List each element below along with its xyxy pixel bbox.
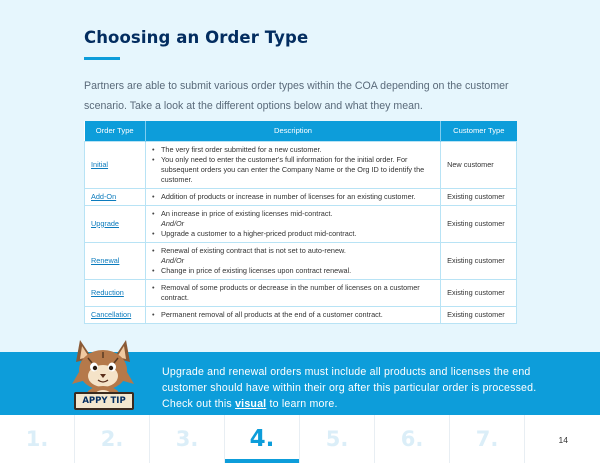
- page-title: Choosing an Order Type: [84, 28, 309, 47]
- customer-type-cell: Existing customer: [441, 279, 517, 306]
- order-type-cell: [85, 279, 146, 306]
- step-navigation: [0, 415, 600, 463]
- description-list: [152, 145, 434, 185]
- description-list: [152, 283, 434, 303]
- header-description: Description: [145, 121, 440, 141]
- customer-type-cell: Existing customer: [441, 205, 517, 242]
- description-cell: [145, 242, 440, 279]
- header-order-type: Order Type: [85, 121, 146, 141]
- description-cell: [145, 279, 440, 306]
- table-row: [85, 242, 517, 279]
- order-type-cell: [85, 188, 146, 205]
- tip-text-after: to learn more.: [266, 398, 338, 410]
- title-underline: [84, 57, 120, 60]
- description-connector: And/Or: [160, 218, 185, 228]
- step-1[interactable]: 1.: [0, 415, 75, 463]
- description-cell: [145, 141, 440, 188]
- description-item: • Addition of products or increase in number of licenses for an existing customer.: [152, 192, 434, 202]
- description-connector: And/Or: [160, 255, 185, 265]
- step-6[interactable]: 6.: [375, 415, 450, 463]
- order-type-cell: [85, 205, 146, 242]
- appy-tip-badge: APPY TIP: [74, 392, 134, 410]
- description-item: • An increase in price of existing licenses mid-contract.: [152, 209, 434, 219]
- description-cell: [145, 205, 440, 242]
- table-row: [85, 188, 517, 205]
- order-type-link[interactable]: Initial: [91, 159, 109, 169]
- step-2[interactable]: 2.: [75, 415, 150, 463]
- customer-type-cell: Existing customer: [441, 242, 517, 279]
- step-7[interactable]: 7.: [450, 415, 525, 463]
- customer-type-cell: New customer: [441, 141, 517, 188]
- order-type-cell: [85, 242, 146, 279]
- order-type-cell: [85, 306, 146, 323]
- table-row: [85, 141, 517, 188]
- description-list: [152, 310, 434, 320]
- order-type-link[interactable]: Reduction: [91, 287, 124, 297]
- description-cell: [145, 306, 440, 323]
- table-body: [85, 141, 517, 323]
- table-row: [85, 205, 517, 242]
- description-item: • Removal of some products or decrease in the number of licenses on a customer contract.: [152, 283, 434, 303]
- description-cell: [145, 188, 440, 205]
- description-item: • Permanent removal of all products at the end of a customer contract.: [152, 310, 434, 320]
- description-item: • Upgrade a customer to a higher-priced product mid-contract.: [152, 229, 434, 239]
- customer-type-cell: Existing customer: [441, 188, 517, 205]
- tip-text: [162, 364, 542, 412]
- description-list: [152, 209, 434, 239]
- header-customer-type: Customer Type: [441, 121, 517, 141]
- order-type-link[interactable]: Renewal: [91, 255, 120, 265]
- description-item: • You only need to enter the customer's full information for the initial order. For subsequent orders you can enter the Company Name or the Org ID to identify the customer.: [152, 155, 434, 185]
- customer-type-cell: Existing customer: [441, 306, 517, 323]
- description-item: • The very first order submitted for a new customer.: [152, 145, 434, 155]
- table-header-row: [85, 121, 517, 141]
- tip-text-before: Upgrade and renewal orders must include all products and licenses the end customer should have within their org after this particular order is processed. Check out this: [162, 366, 537, 410]
- visual-link[interactable]: visual: [235, 398, 267, 410]
- description-item: • Renewal of existing contract that is not set to auto-renew.: [152, 246, 434, 256]
- order-type-link[interactable]: Cancellation: [91, 309, 132, 319]
- order-type-link[interactable]: Upgrade: [91, 218, 119, 228]
- step-3[interactable]: 3.: [150, 415, 225, 463]
- order-type-link[interactable]: Add-On: [91, 191, 117, 201]
- page-number: 14: [558, 435, 568, 445]
- step-5[interactable]: 5.: [300, 415, 375, 463]
- step-4[interactable]: 4.: [225, 415, 300, 463]
- intro-paragraph: Partners are able to submit various order types within the COA depending on the customer scenario. Take a look at the different options below and what they mean.: [84, 80, 509, 112]
- description-list: [152, 192, 434, 202]
- order-type-table: [84, 121, 517, 324]
- table-row: [85, 306, 517, 323]
- order-type-cell: [85, 141, 146, 188]
- description-list: [152, 246, 434, 276]
- table-row: [85, 279, 517, 306]
- description-item: • Change in price of existing licenses upon contract renewal.: [152, 266, 434, 276]
